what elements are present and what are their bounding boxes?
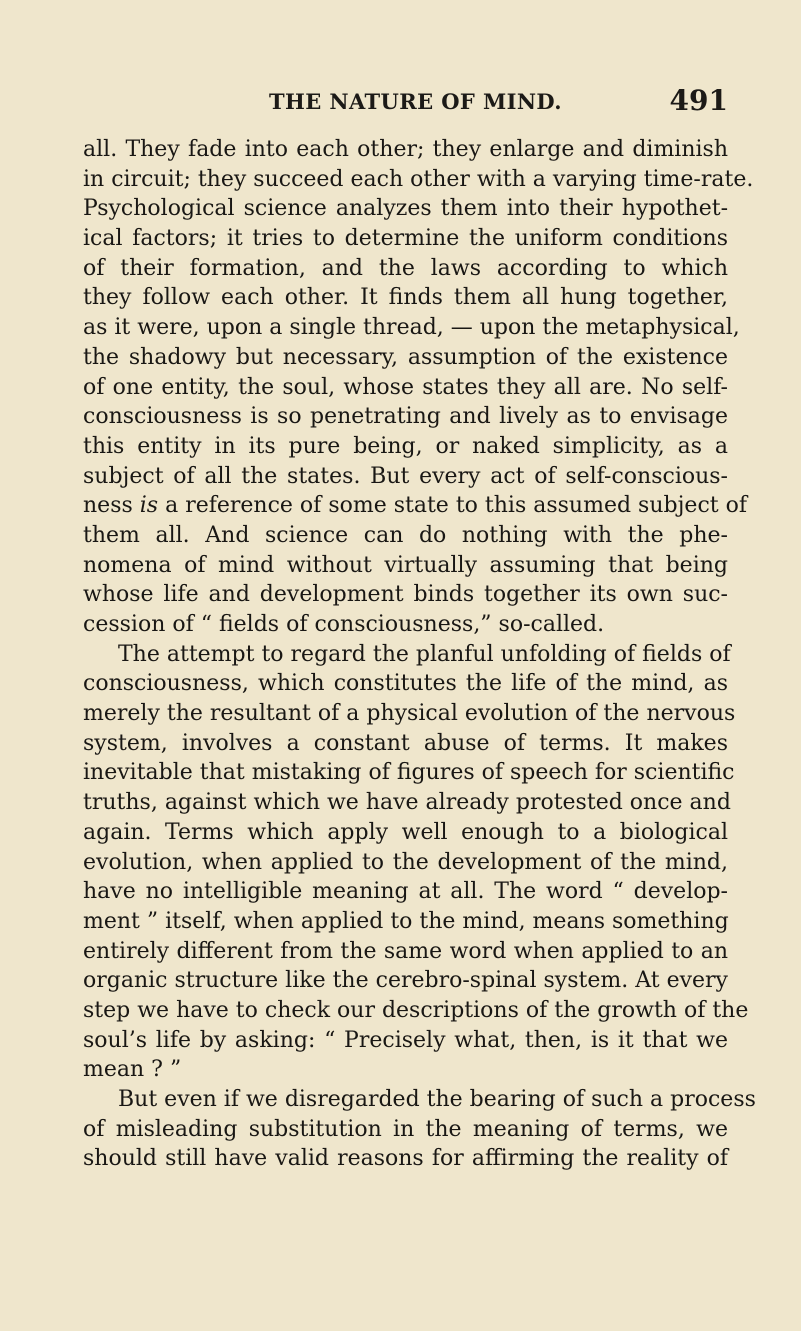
page-header <box>83 86 728 120</box>
text-line: have no intelligible meaning at all. The word “ develop- <box>83 879 728 905</box>
text-line: system, involves a constant abuse of terms. It makes <box>83 730 728 756</box>
body-text <box>83 135 756 1174</box>
running-title: THE NATURE OF MIND. <box>269 89 562 114</box>
text-line: of one entity, the soul, whose states they all are. No self- <box>83 374 728 400</box>
text-line: organic structure like the cerebro-spinal system. At every <box>83 968 728 994</box>
text-line: consciousness, which constitutes the life of the mind, as <box>83 671 728 697</box>
text-line: all. They fade into each other; they enlarge and diminish <box>83 137 728 162</box>
text-line: this entity in its pure being, or naked simplicity, as a <box>83 433 728 459</box>
text-line: ness is a reference of some state to this assumed subject of <box>83 493 747 519</box>
text-line: should still have valid reasons for affirming the reality of <box>83 1146 728 1172</box>
text-line: evolution, when applied to the development of the mind, <box>83 849 728 875</box>
text-line: ment ” itself, when applied to the mind, means something <box>83 908 729 934</box>
text-line: truths, against which we have already protested once and <box>83 790 731 816</box>
text-line: inevitable that mistaking of figures of speech for scientific <box>83 760 735 786</box>
text-line: cession of “ fields of consciousness,” so-called. <box>83 612 605 637</box>
text-line: consciousness is so penetrating and lively as to envisage <box>83 404 728 430</box>
text-line: entirely different from the same word when applied to an <box>83 938 728 964</box>
emphasized-word: is <box>139 493 159 519</box>
text-line: subject of all the states. But every act of self-conscious- <box>83 463 728 489</box>
text-line: of misleading substitution in the meaning of terms, we <box>83 1116 728 1142</box>
text-line: as it were, upon a single thread, — upon the metaphysical, <box>83 315 740 341</box>
page-number: 491 <box>669 84 728 117</box>
text-line: in circuit; they succeed each other with a varying time-rate. <box>83 166 754 192</box>
text-line: nomena of mind without virtually assuming that being <box>83 552 728 578</box>
text-line: they follow each other. It finds them all hung together, <box>83 285 728 311</box>
text-line: But even if we disregarded the bearing of such a process <box>118 1087 756 1112</box>
text-line: step we have to check our descriptions of the growth of the <box>83 997 749 1023</box>
text-line: ical factors; it tries to determine the uniform conditions <box>83 226 728 252</box>
text-line: merely the resultant of a physical evolution of the nervous <box>83 701 736 727</box>
text-line: whose life and development binds together its own suc- <box>83 582 728 608</box>
text-line: the shadowy but necessary, assumption of the existence <box>83 344 728 370</box>
text-line: Psychological science analyzes them into their hypothet- <box>83 196 728 222</box>
text-line: them all. And science can do nothing with the phe- <box>83 522 728 548</box>
text-line: of their formation, and the laws according to which <box>83 255 728 281</box>
text-line: mean ? ” <box>83 1057 182 1083</box>
text-line: again. Terms which apply well enough to a biological <box>83 819 728 845</box>
text-line: soul’s life by asking: “ Precisely what, then, is it that we <box>83 1027 728 1053</box>
text-line: The attempt to regard the planful unfolding of fields of <box>118 641 731 667</box>
